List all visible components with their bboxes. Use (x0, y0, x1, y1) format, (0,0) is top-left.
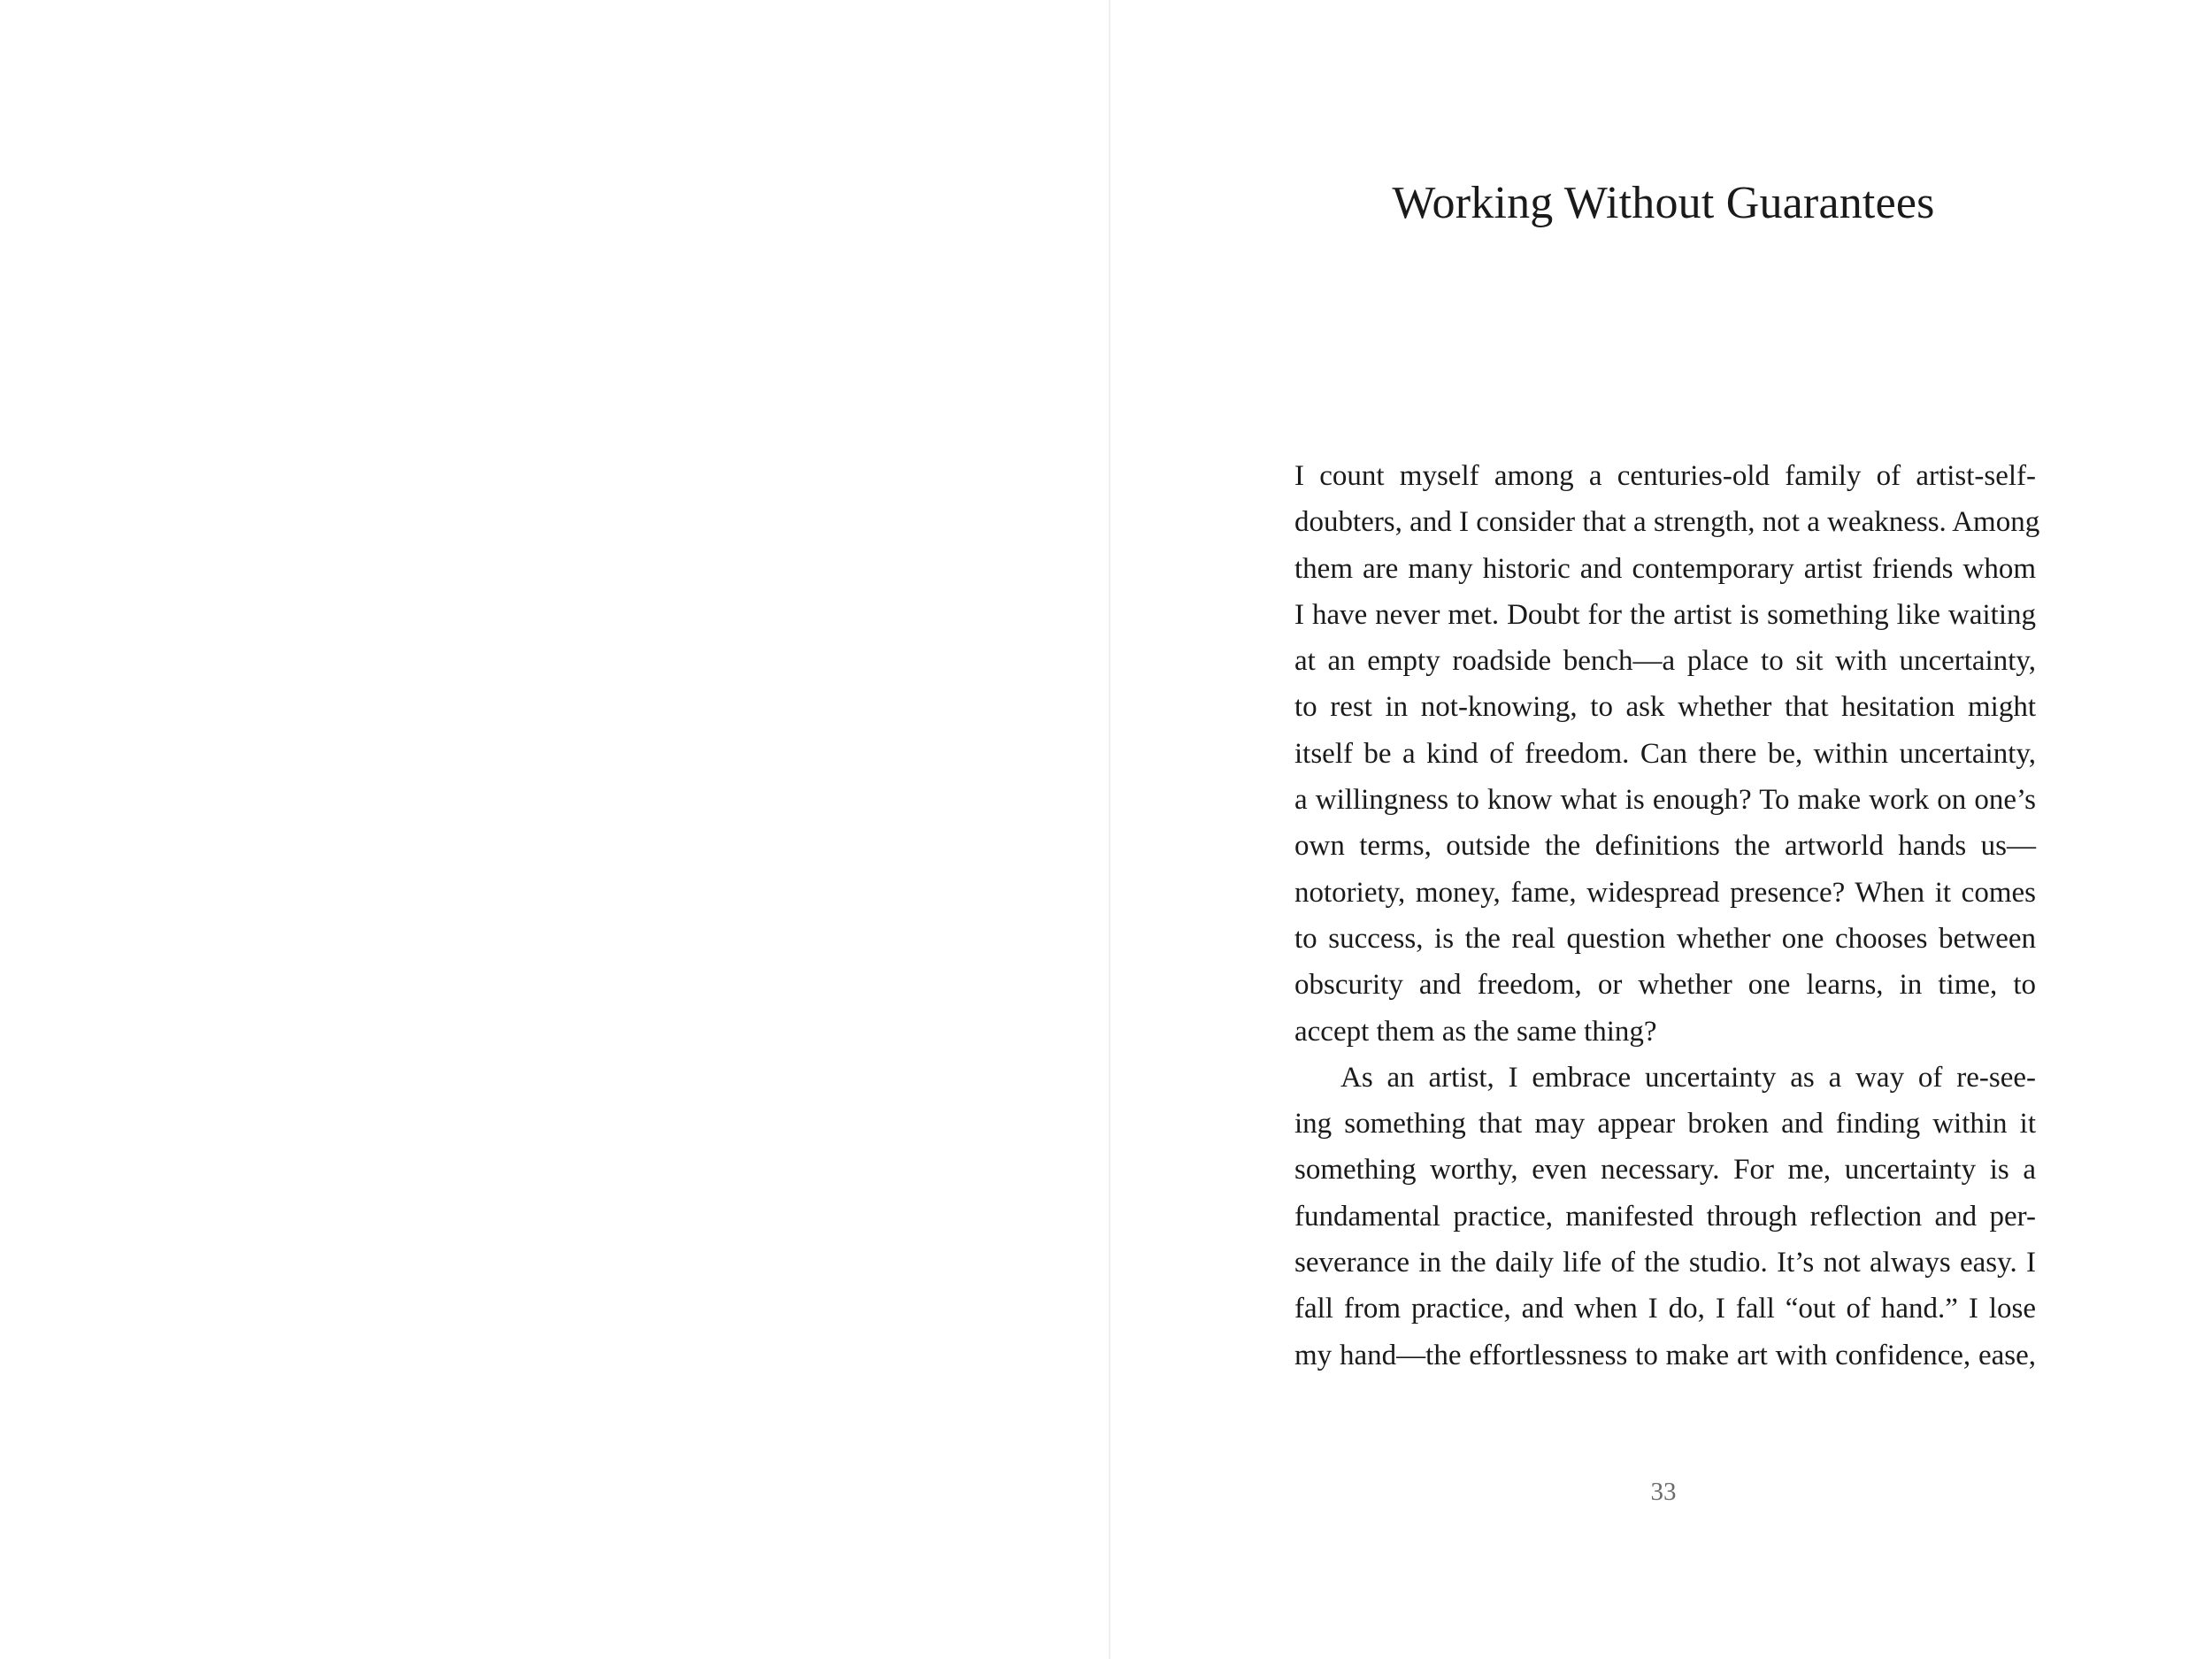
text-line: I count myself among a centuries-old family of artist-self- (1294, 460, 2036, 492)
page-number: 33 (1650, 1478, 1677, 1506)
paragraph-2 (1294, 1055, 2036, 1379)
text-line: As an artist, I embrace uncertainty as a way of re-see- (1340, 1061, 2036, 1094)
text-line: I have never met. Doubt for the artist is something like waiting (1294, 598, 2036, 631)
text-line: fall from practice, and when I do, I fall “out of hand.” I lose (1294, 1293, 2036, 1325)
text-line: them are many historic and contemporary artist friends whom (1294, 552, 2036, 585)
text-line: doubters, and I consider that a strength, not a weakness. Among (1294, 506, 2040, 539)
text-line: at an empty roadside bench—a place to sit with uncertainty, (1294, 645, 2036, 678)
text-line: own terms, outside the definitions the artworld hands us— (1294, 830, 2036, 863)
text-line: severance in the daily life of the studio. It’s not always easy. I (1294, 1247, 2036, 1279)
text-line: my hand—the effortlessness to make art with confidence, ease, (1294, 1339, 2036, 1371)
text-line: fundamental practice, manifested through reflection and per- (1294, 1200, 2036, 1233)
chapter-title: Working Without Guarantees (1392, 178, 1935, 228)
text-line: itself be a kind of freedom. Can there be, within uncertainty, (1294, 737, 2036, 770)
text-line: something worthy, even necessary. For me, uncertainty is a (1294, 1154, 2036, 1187)
text-line: notoriety, money, fame, widespread presence? When it comes (1294, 876, 2036, 909)
text-line: to success, is the real question whether one chooses between (1294, 922, 2036, 955)
text-line: accept them as the same thing? (1294, 1015, 1657, 1048)
body-text (1294, 453, 2040, 1379)
text-line: to rest in not-knowing, to ask whether that hesitation might (1294, 691, 2036, 724)
text-line: ing something that may appear broken and finding within it (1294, 1108, 2036, 1141)
text-line: obscurity and freedom, or whether one learns, in time, to (1294, 969, 2036, 1002)
paragraph-1 (1294, 453, 2040, 1055)
text-line: a willingness to know what is enough? To make work on one’s (1294, 784, 2036, 817)
